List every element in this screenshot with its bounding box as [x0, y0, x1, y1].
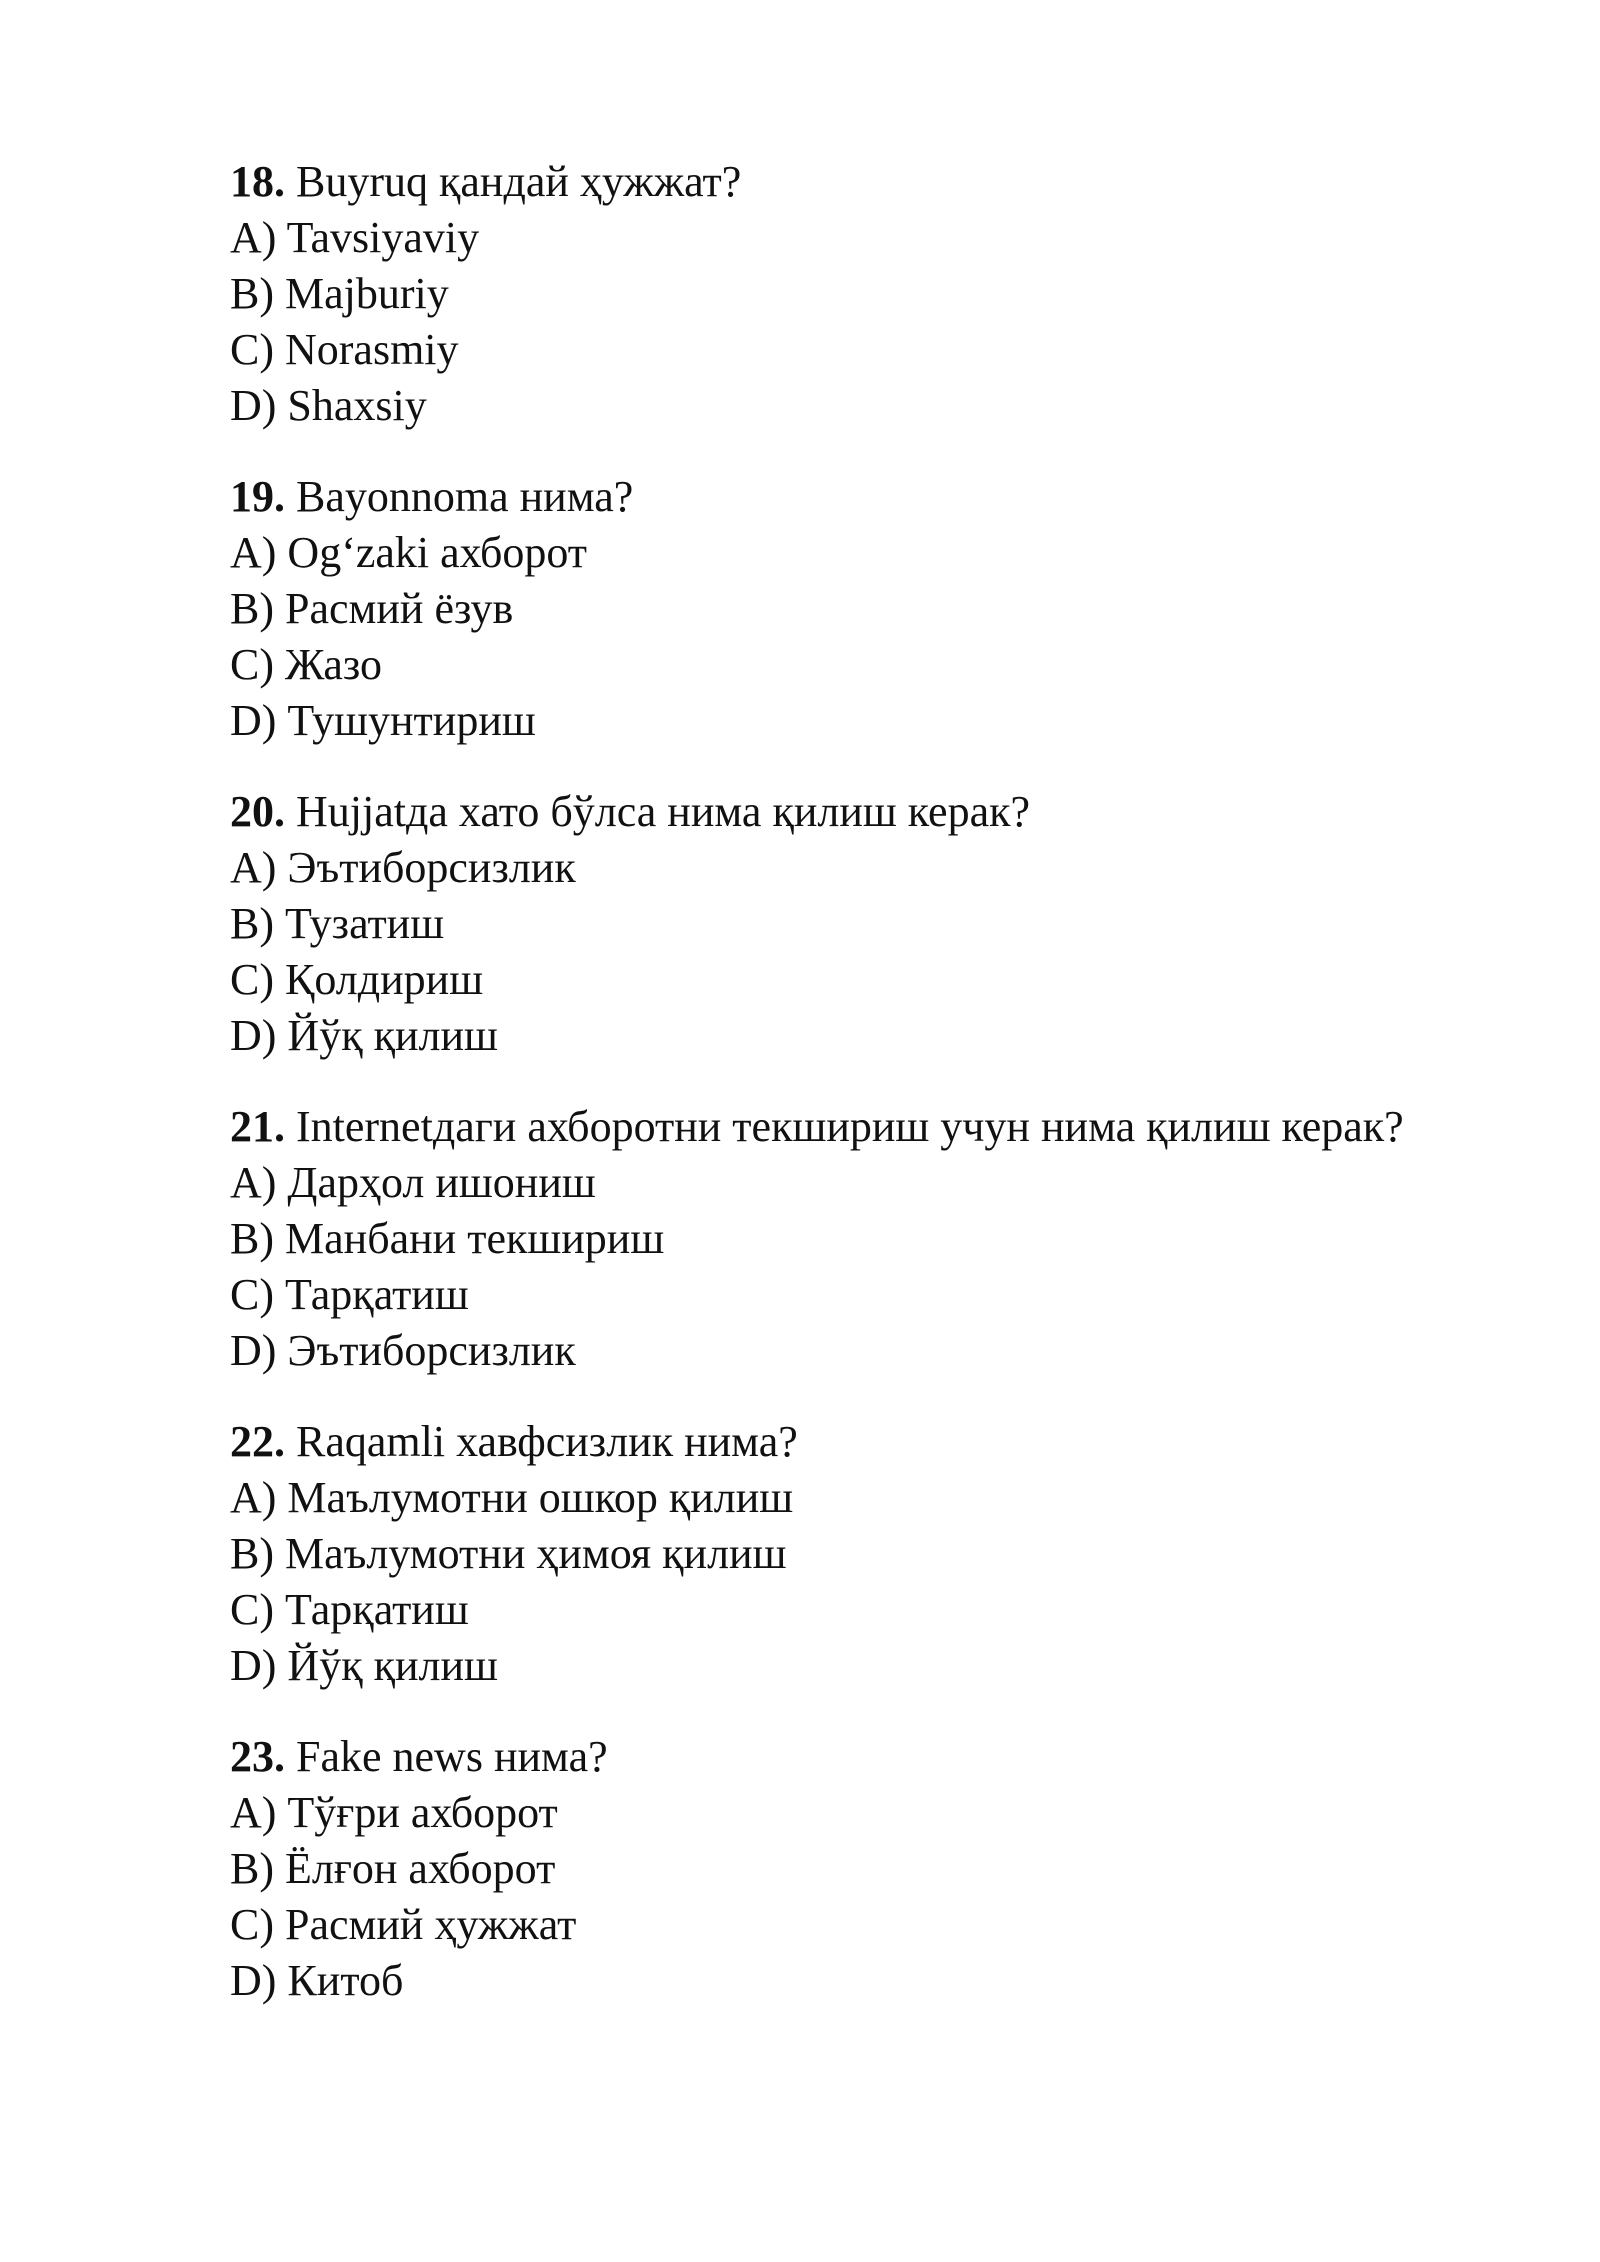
question-number: 21. [230, 1102, 285, 1151]
option-b: B) Маълумотни ҳимоя қилиш [230, 1529, 787, 1578]
option-c: C) Тарқатиш [230, 1585, 469, 1634]
question-body: Hujjatда хато бўлса нима қилиш керак? [296, 787, 1031, 836]
question-number: 22. [230, 1417, 285, 1466]
document-page [230, 154, 1410, 2044]
option-a: A) Тўғри ахборот [230, 1788, 558, 1837]
option-b: B) Majburiy [230, 269, 449, 318]
question-text [230, 1099, 1410, 1155]
option-d: D) Йўқ қилиш [230, 1011, 498, 1060]
option-c: C) Тарқатиш [230, 1270, 469, 1319]
option-b: B) Ёлғон ахборот [230, 1844, 556, 1893]
option-b: B) Тузатиш [230, 899, 445, 948]
question-number: 19. [230, 472, 285, 521]
option-d: D) Китоб [230, 1956, 404, 2005]
question-body: Buyruq қандай ҳужжат? [296, 157, 742, 206]
option-b: B) Расмий ёзув [230, 584, 514, 633]
option-a: A) Эътиборсизлик [230, 843, 576, 892]
option-a: A) Маълумотни ошкор қилиш [230, 1473, 794, 1522]
question-body: Bayonnoma нима? [296, 472, 634, 521]
option-d: D) Shaxsiy [230, 381, 427, 430]
question-number: 18. [230, 157, 285, 206]
question-22 [230, 1414, 1410, 1694]
question-text [230, 154, 1410, 210]
option-a: A) Дарҳол ишониш [230, 1158, 596, 1207]
option-c: C) Жазо [230, 640, 382, 689]
question-23 [230, 1729, 1410, 2009]
question-text [230, 469, 1410, 525]
question-20 [230, 784, 1410, 1064]
option-d: D) Тушунтириш [230, 696, 536, 745]
option-c: C) Norasmiy [230, 325, 459, 374]
question-text [230, 784, 1410, 840]
option-a: A) Og‘zaki ахборот [230, 528, 588, 577]
option-c: C) Расмий ҳужжат [230, 1900, 577, 1949]
question-body: Internetдаги ахборотни текшириш учун нима қилиш керак? [296, 1102, 1404, 1151]
question-body: Fake news нима? [296, 1732, 608, 1781]
question-body: Raqamli хавфсизлик нима? [296, 1417, 798, 1466]
question-18 [230, 154, 1410, 434]
question-text [230, 1729, 1410, 1785]
question-number: 20. [230, 787, 285, 836]
option-d: D) Эътиборсизлик [230, 1326, 576, 1375]
question-number: 23. [230, 1732, 285, 1781]
option-b: B) Манбани текшириш [230, 1214, 665, 1263]
question-21 [230, 1099, 1410, 1379]
question-19 [230, 469, 1410, 749]
option-c: C) Қолдириш [230, 955, 484, 1004]
option-d: D) Йўқ қилиш [230, 1641, 498, 1690]
question-text [230, 1414, 1410, 1470]
option-a: A) Tavsiyaviy [230, 213, 480, 262]
